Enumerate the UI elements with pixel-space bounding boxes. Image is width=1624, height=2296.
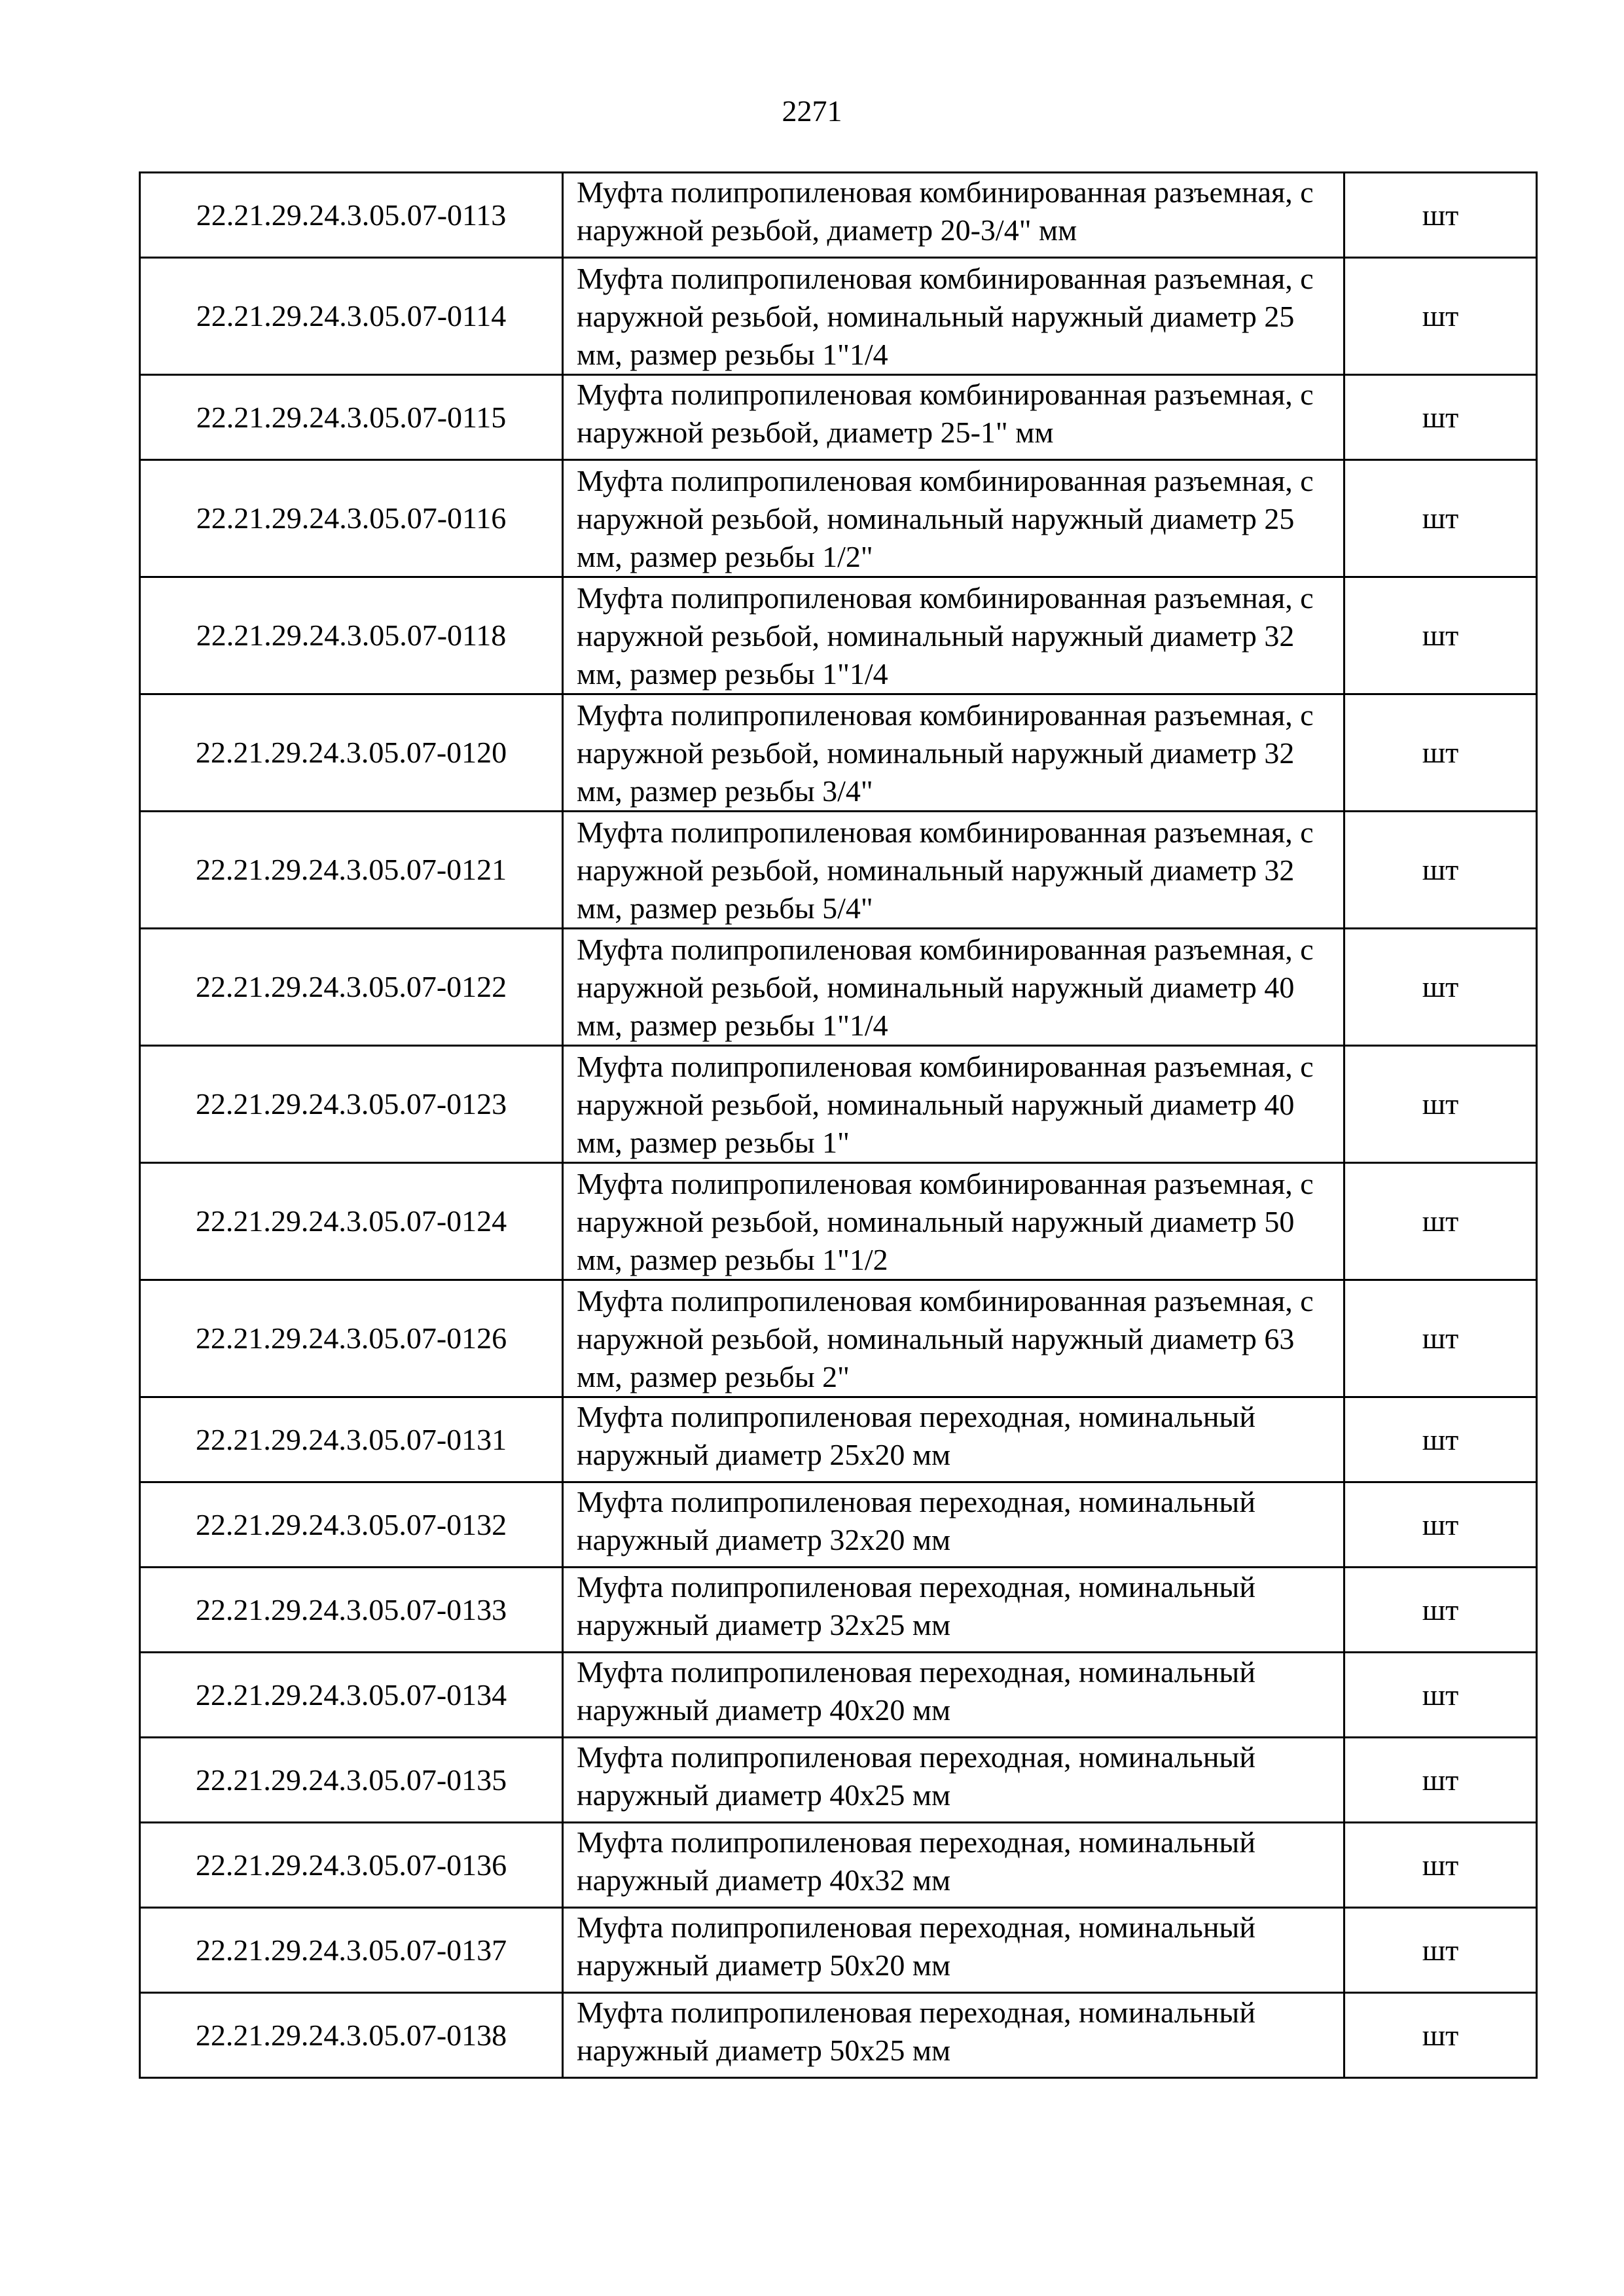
table-row — [140, 375, 1537, 460]
table-row — [140, 1397, 1537, 1482]
table-row — [140, 577, 1537, 694]
table-row — [140, 1823, 1537, 1908]
resource-description: Муфта полипропиленовая комбинированная разъемная, с наружной резьбой, номинальный наружный диаметр 63 мм, размер резьбы 2" — [563, 1280, 1344, 1397]
resource-description: Муфта полипропиленовая комбинированная разъемная, с наружной резьбой, номинальный наружный диаметр 32 мм, размер резьбы 5/4" — [563, 812, 1344, 929]
table-row — [140, 460, 1537, 577]
table-row — [140, 1280, 1537, 1397]
table-row — [140, 694, 1537, 812]
unit-of-measure: шт — [1344, 1046, 1537, 1163]
resource-description: Муфта полипропиленовая комбинированная разъемная, с наружной резьбой, номинальный наружный диаметр 32 мм, размер резьбы 1"1/4 — [563, 577, 1344, 694]
resource-description: Муфта полипропиленовая переходная, номинальный наружный диаметр 40х25 мм — [563, 1738, 1344, 1823]
table-row — [140, 258, 1537, 375]
unit-of-measure: шт — [1344, 812, 1537, 929]
unit-of-measure: шт — [1344, 929, 1537, 1046]
resource-description: Муфта полипропиленовая переходная, номинальный наружный диаметр 32х25 мм — [563, 1568, 1344, 1653]
unit-of-measure: шт — [1344, 1993, 1537, 2078]
unit-of-measure: шт — [1344, 694, 1537, 812]
table-row — [140, 1908, 1537, 1993]
resource-code: 22.21.29.24.3.05.07-0113 — [140, 173, 563, 258]
resource-code: 22.21.29.24.3.05.07-0132 — [140, 1482, 563, 1568]
resource-code: 22.21.29.24.3.05.07-0137 — [140, 1908, 563, 1993]
unit-of-measure: шт — [1344, 1163, 1537, 1280]
resource-code: 22.21.29.24.3.05.07-0136 — [140, 1823, 563, 1908]
resource-code: 22.21.29.24.3.05.07-0133 — [140, 1568, 563, 1653]
resource-code: 22.21.29.24.3.05.07-0134 — [140, 1653, 563, 1738]
unit-of-measure: шт — [1344, 1568, 1537, 1653]
unit-of-measure: шт — [1344, 1482, 1537, 1568]
resource-table-body — [140, 173, 1537, 2078]
resource-description: Муфта полипропиленовая переходная, номинальный наружный диаметр 25х20 мм — [563, 1397, 1344, 1482]
resource-description: Муфта полипропиленовая комбинированная разъемная, с наружной резьбой, номинальный наружный диаметр 25 мм, размер резьбы 1"1/4 — [563, 258, 1344, 375]
resource-description: Муфта полипропиленовая переходная, номинальный наружный диаметр 50х20 мм — [563, 1908, 1344, 1993]
table-row — [140, 173, 1537, 258]
resource-code: 22.21.29.24.3.05.07-0124 — [140, 1163, 563, 1280]
table-row — [140, 929, 1537, 1046]
resource-description: Муфта полипропиленовая переходная, номинальный наружный диаметр 40х32 мм — [563, 1823, 1344, 1908]
resource-description: Муфта полипропиленовая комбинированная разъемная, с наружной резьбой, номинальный наружный диаметр 40 мм, размер резьбы 1"1/4 — [563, 929, 1344, 1046]
table-row — [140, 1046, 1537, 1163]
resource-description: Муфта полипропиленовая комбинированная разъемная, с наружной резьбой, номинальный наружный диаметр 40 мм, размер резьбы 1" — [563, 1046, 1344, 1163]
table-row — [140, 1568, 1537, 1653]
resource-description: Муфта полипропиленовая переходная, номинальный наружный диаметр 40х20 мм — [563, 1653, 1344, 1738]
unit-of-measure: шт — [1344, 1908, 1537, 1993]
resource-code: 22.21.29.24.3.05.07-0131 — [140, 1397, 563, 1482]
resource-description: Муфта полипропиленовая переходная, номинальный наружный диаметр 32х20 мм — [563, 1482, 1344, 1568]
resource-code: 22.21.29.24.3.05.07-0138 — [140, 1993, 563, 2078]
unit-of-measure: шт — [1344, 1823, 1537, 1908]
resource-code: 22.21.29.24.3.05.07-0135 — [140, 1738, 563, 1823]
page-number: 2271 — [782, 94, 842, 128]
unit-of-measure: шт — [1344, 1738, 1537, 1823]
resource-code: 22.21.29.24.3.05.07-0120 — [140, 694, 563, 812]
table-row — [140, 812, 1537, 929]
unit-of-measure: шт — [1344, 1280, 1537, 1397]
resource-code: 22.21.29.24.3.05.07-0115 — [140, 375, 563, 460]
resource-description: Муфта полипропиленовая комбинированная разъемная, с наружной резьбой, диаметр 25-1" мм — [563, 375, 1344, 460]
unit-of-measure: шт — [1344, 577, 1537, 694]
resource-code: 22.21.29.24.3.05.07-0114 — [140, 258, 563, 375]
resource-code: 22.21.29.24.3.05.07-0116 — [140, 460, 563, 577]
unit-of-measure: шт — [1344, 460, 1537, 577]
table-row — [140, 1163, 1537, 1280]
table-row — [140, 1993, 1537, 2078]
resource-code: 22.21.29.24.3.05.07-0121 — [140, 812, 563, 929]
unit-of-measure: шт — [1344, 258, 1537, 375]
unit-of-measure: шт — [1344, 1397, 1537, 1482]
resource-description: Муфта полипропиленовая комбинированная разъемная, с наружной резьбой, номинальный наружный диаметр 50 мм, размер резьбы 1"1/2 — [563, 1163, 1344, 1280]
resource-description: Муфта полипропиленовая переходная, номинальный наружный диаметр 50х25 мм — [563, 1993, 1344, 2078]
unit-of-measure: шт — [1344, 1653, 1537, 1738]
table-row — [140, 1653, 1537, 1738]
resource-code: 22.21.29.24.3.05.07-0118 — [140, 577, 563, 694]
resource-code: 22.21.29.24.3.05.07-0126 — [140, 1280, 563, 1397]
resource-description: Муфта полипропиленовая комбинированная разъемная, с наружной резьбой, номинальный наружный диаметр 32 мм, размер резьбы 3/4" — [563, 694, 1344, 812]
resource-table — [139, 171, 1538, 2079]
resource-description: Муфта полипропиленовая комбинированная разъемная, с наружной резьбой, номинальный наружный диаметр 25 мм, размер резьбы 1/2" — [563, 460, 1344, 577]
table-row — [140, 1482, 1537, 1568]
resource-code: 22.21.29.24.3.05.07-0122 — [140, 929, 563, 1046]
table-row — [140, 1738, 1537, 1823]
resource-code: 22.21.29.24.3.05.07-0123 — [140, 1046, 563, 1163]
resource-description: Муфта полипропиленовая комбинированная разъемная, с наружной резьбой, диаметр 20-3/4" мм — [563, 173, 1344, 258]
unit-of-measure: шт — [1344, 375, 1537, 460]
unit-of-measure: шт — [1344, 173, 1537, 258]
